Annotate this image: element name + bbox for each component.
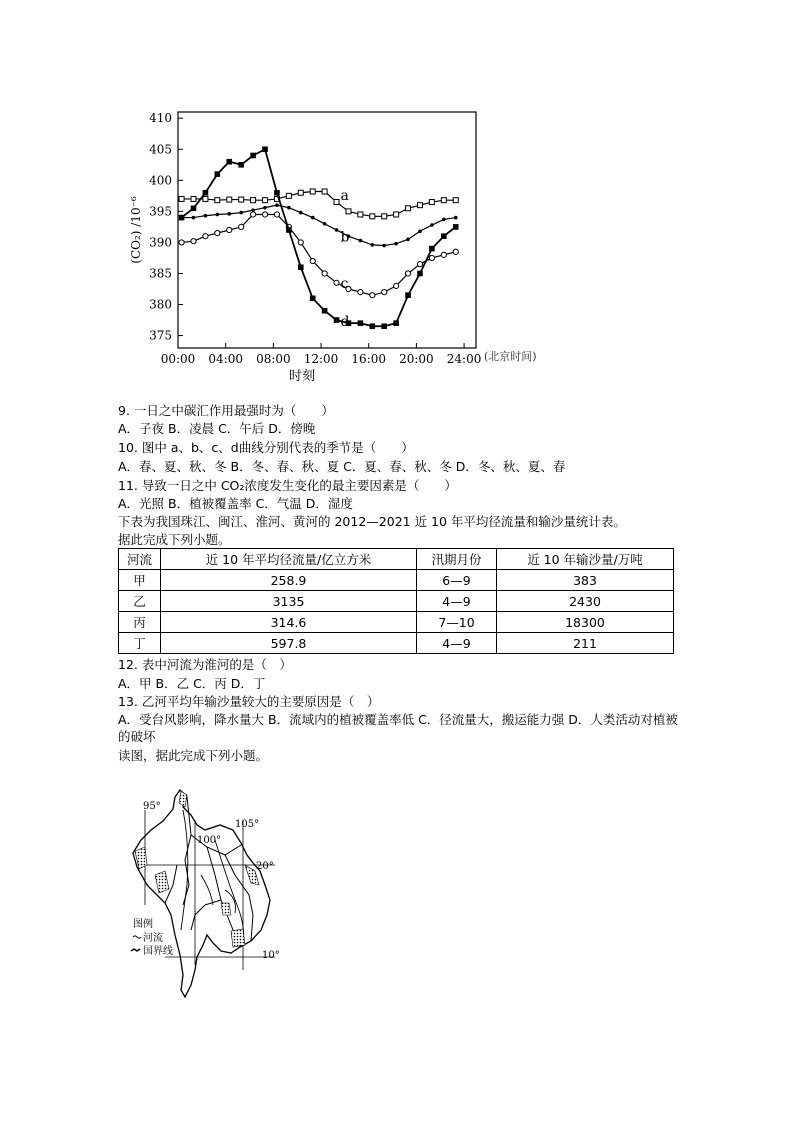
x-tick-label: 12:00 xyxy=(303,352,339,366)
point-b xyxy=(263,206,267,210)
question-11: 11. 导致一日之中 CO₂浓度发生变化的最主要因素是（ ） xyxy=(118,478,457,493)
y-tick-label: 410 xyxy=(149,111,172,126)
cell: 2430 xyxy=(497,591,674,612)
point-b xyxy=(299,211,303,215)
point-a xyxy=(417,203,422,208)
point-b xyxy=(359,239,363,243)
series-line-b xyxy=(182,205,456,245)
point-a xyxy=(203,196,208,201)
table-row xyxy=(119,633,674,654)
series-label-b: b xyxy=(340,229,350,246)
lat-label-10: 10° xyxy=(262,950,280,961)
point-a xyxy=(370,214,375,219)
point-b xyxy=(239,211,243,215)
point-c xyxy=(382,290,387,295)
point-d xyxy=(334,317,340,323)
point-a xyxy=(346,209,351,214)
hatched-area xyxy=(155,871,169,893)
point-a xyxy=(215,198,220,203)
series-label-c: c xyxy=(340,276,349,293)
point-c xyxy=(274,212,279,217)
cell: 甲 xyxy=(119,570,161,591)
legend-river-symbol xyxy=(133,936,141,938)
cell: 258.9 xyxy=(161,570,417,591)
point-b xyxy=(204,214,208,218)
point-a xyxy=(429,200,434,205)
point-b xyxy=(370,243,374,247)
point-b xyxy=(335,228,339,232)
x-tick-label: 24:00 xyxy=(446,352,482,366)
header-flood-months: 汛期月份 xyxy=(417,549,497,570)
point-d xyxy=(453,224,459,230)
point-d xyxy=(179,215,185,221)
y-tick-label: 375 xyxy=(149,328,172,343)
point-d xyxy=(203,190,209,196)
lon-label-105: 105° xyxy=(235,819,260,830)
point-b xyxy=(418,229,422,233)
legend-border-symbol xyxy=(131,949,140,951)
point-d xyxy=(286,227,292,233)
table-row xyxy=(119,570,674,591)
cell: 4—9 xyxy=(417,591,497,612)
point-d xyxy=(441,233,447,239)
point-a xyxy=(298,190,303,195)
x-tick-label: 04:00 xyxy=(208,352,243,366)
point-c xyxy=(334,280,339,285)
point-c xyxy=(417,262,422,267)
point-b xyxy=(192,216,196,220)
point-c xyxy=(262,212,267,217)
point-a xyxy=(310,189,315,194)
series-label-d: d xyxy=(340,313,350,330)
y-tick-label: 400 xyxy=(149,173,172,188)
y-tick-label: 395 xyxy=(149,204,172,219)
point-d xyxy=(429,246,435,252)
map-legend xyxy=(131,917,173,957)
point-d xyxy=(369,323,375,329)
point-c xyxy=(203,234,208,239)
point-a xyxy=(334,200,339,205)
legend-river-label: 河流 xyxy=(143,933,163,944)
point-d xyxy=(250,153,256,159)
point-a xyxy=(382,214,387,219)
x-tick-label: 08:00 xyxy=(256,352,291,366)
question-11-options: A．光照 B．植被覆盖率 C．气温 D．湿度 xyxy=(118,496,353,511)
point-b xyxy=(227,212,231,216)
point-c xyxy=(298,240,303,245)
point-d xyxy=(381,323,387,329)
cell: 7—10 xyxy=(417,612,497,633)
point-b xyxy=(406,238,410,242)
point-c xyxy=(394,283,399,288)
point-c xyxy=(179,240,184,245)
point-a xyxy=(227,197,232,202)
point-a xyxy=(322,189,327,194)
point-c xyxy=(310,258,315,263)
header-runoff: 近 10 年平均径流量/亿立方米 xyxy=(161,549,417,570)
question-13-options: A．受台风影响，降水量大 B．流域内的植被覆盖率低 C．径流量大，搬运能力强 D．人类活动对植被的破坏 xyxy=(118,712,678,744)
point-b xyxy=(442,218,446,222)
table-intro: 下表为我国珠江、闽江、淮河、黄河的 2012—2021 近 10 年平均径流量和输沙量统计表。 xyxy=(118,514,626,529)
co2-chart xyxy=(110,100,580,390)
legend-border-label: 国界线 xyxy=(143,946,173,957)
question-10-options: A．春、夏、秋、冬 B．冬、春、秋、夏 C．夏、春、秋、冬 D．冬、秋、夏、春 xyxy=(118,459,566,474)
cell: 6—9 xyxy=(417,570,497,591)
question-12-options: A．甲 B．乙 C．丙 D．丁 xyxy=(118,676,266,691)
point-b xyxy=(275,203,279,207)
cell: 314.6 xyxy=(161,612,417,633)
header-river: 河流 xyxy=(119,549,161,570)
point-a xyxy=(239,197,244,202)
point-a xyxy=(358,212,363,217)
point-d xyxy=(298,264,304,270)
table-row xyxy=(119,591,674,612)
y-tick-label: 405 xyxy=(149,142,172,157)
lon-label-100: 100° xyxy=(197,835,222,846)
question-9: 9. 一日之中碳汇作用最强时为（ ） xyxy=(118,403,334,418)
point-c xyxy=(405,271,410,276)
point-a xyxy=(251,198,256,203)
question-12: 12. 表中河流为淮河的是（ ） xyxy=(118,657,292,672)
question-9-options: A．子夜 B．凌晨 C．午后 D．傍晚 xyxy=(118,421,316,436)
point-b xyxy=(430,223,434,227)
point-d xyxy=(405,292,411,298)
y-tick-label: 385 xyxy=(149,266,172,281)
table-instruction: 据此完成下列小题。 xyxy=(118,532,231,547)
point-c xyxy=(370,293,375,298)
indochina-map xyxy=(125,785,285,1000)
x-axis-label: 时刻 xyxy=(288,369,316,384)
point-c xyxy=(453,249,458,254)
x-unit-note: (北京时间) xyxy=(484,350,537,363)
lat-label-20: 20° xyxy=(256,861,274,872)
point-b xyxy=(323,222,327,226)
point-a xyxy=(441,198,446,203)
point-d xyxy=(262,146,268,152)
point-a xyxy=(286,193,291,198)
point-d xyxy=(358,320,364,326)
cell: 4—9 xyxy=(417,633,497,654)
table-header-row xyxy=(119,549,674,570)
point-a xyxy=(453,198,458,203)
point-a xyxy=(179,196,184,201)
x-tick-label: 16:00 xyxy=(351,352,387,366)
point-b xyxy=(394,242,398,246)
point-b xyxy=(287,206,291,210)
point-d xyxy=(393,320,399,326)
cell: 18300 xyxy=(497,612,674,633)
point-c xyxy=(227,227,232,232)
point-a xyxy=(263,198,268,203)
point-c xyxy=(429,255,434,260)
point-d xyxy=(191,205,197,211)
point-c xyxy=(239,224,244,229)
header-sediment: 近 10 年输沙量/万吨 xyxy=(497,549,674,570)
point-d xyxy=(238,162,244,168)
point-d xyxy=(274,190,280,196)
point-c xyxy=(191,239,196,244)
question-10: 10. 图中 a、b、c、d曲线分别代表的季节是（ ） xyxy=(118,440,414,455)
point-a xyxy=(394,212,399,217)
cell: 211 xyxy=(497,633,674,654)
series-label-a: a xyxy=(340,187,349,204)
cell: 3135 xyxy=(161,591,417,612)
y-tick-label: 390 xyxy=(149,235,172,250)
point-d xyxy=(322,308,328,314)
question-13: 13. 乙河平均年输沙量较大的主要原因是（ ） xyxy=(118,694,380,709)
y-axis-label: (CO₂) /10⁻⁶ xyxy=(129,196,143,264)
point-d xyxy=(417,271,423,277)
point-b xyxy=(311,216,315,220)
hatched-area xyxy=(179,791,187,807)
y-tick-label: 380 xyxy=(149,297,172,312)
point-c xyxy=(215,231,220,236)
series-line-d xyxy=(182,149,456,326)
point-c xyxy=(250,212,255,217)
cell: 597.8 xyxy=(161,633,417,654)
cell: 383 xyxy=(497,570,674,591)
cell: 丁 xyxy=(119,633,161,654)
series-line-a xyxy=(182,191,456,216)
map-instruction: 读图，据此完成下列小题。 xyxy=(118,748,269,763)
point-c xyxy=(358,290,363,295)
cell: 乙 xyxy=(119,591,161,612)
point-d xyxy=(226,159,232,165)
point-b xyxy=(382,244,386,248)
lon-label-95: 95° xyxy=(143,801,161,812)
x-tick-label: 00:00 xyxy=(160,352,196,366)
cell: 丙 xyxy=(119,612,161,633)
point-b xyxy=(454,216,458,220)
point-a xyxy=(191,196,196,201)
x-tick-label: 20:00 xyxy=(399,352,434,366)
point-b xyxy=(216,213,220,217)
hatched-area xyxy=(231,929,245,947)
table-row xyxy=(119,612,674,633)
hatched-area xyxy=(221,903,231,915)
point-c xyxy=(441,252,446,257)
river-stats-table xyxy=(118,548,674,654)
legend-title: 图例 xyxy=(133,919,153,930)
point-a xyxy=(406,206,411,211)
point-d xyxy=(310,296,316,302)
point-c xyxy=(322,271,327,276)
point-d xyxy=(215,171,221,177)
